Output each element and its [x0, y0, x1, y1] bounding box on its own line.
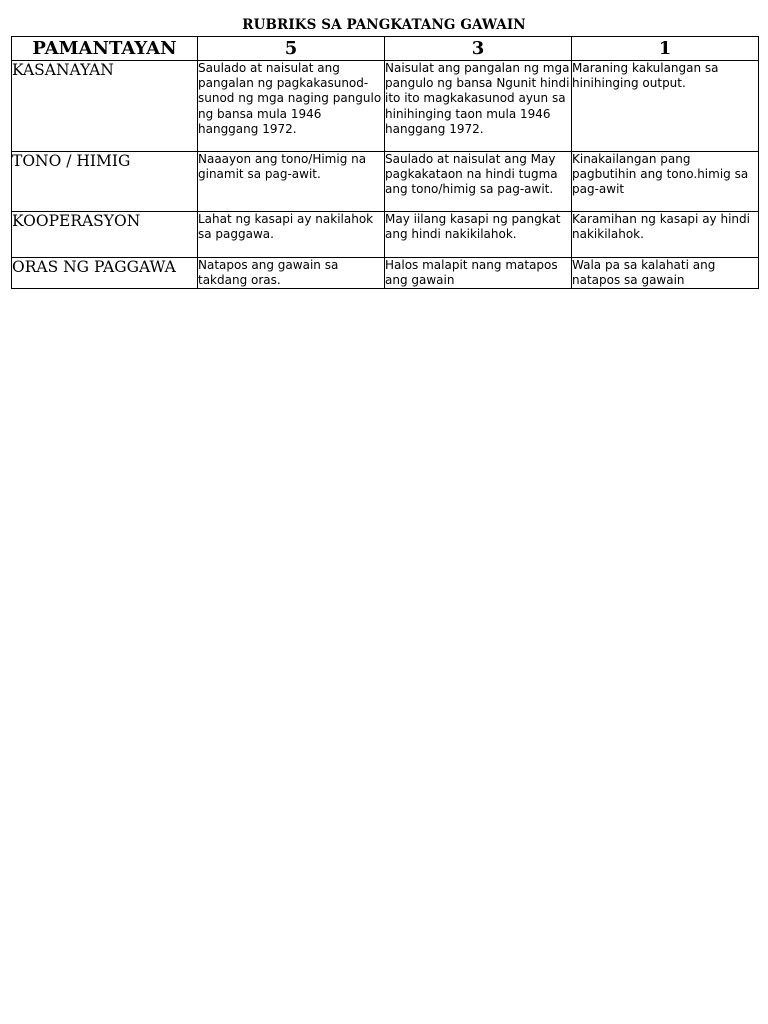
table-row: [12, 152, 759, 212]
rubric-table: [11, 36, 759, 289]
header-criteria: PAMANTAYAN: [12, 37, 198, 61]
header-row: [12, 37, 759, 61]
criterion-cell: KASANAYAN: [12, 61, 198, 152]
score-5-cell: Saulado at naisulat ang pangalan ng pagkakasunod-sunod ng mga naging pangulo ng bansa mula 1946 hanggang 1972.: [198, 61, 385, 152]
table-row: [12, 258, 759, 289]
score-3-cell: Saulado at naisulat ang May pagkakataon na hindi tugma ang tono/himig sa pag-awit.: [385, 152, 572, 212]
score-3-cell: Halos malapit nang matapos ang gawain: [385, 258, 572, 289]
criterion-cell: TONO / HIMIG: [12, 152, 198, 212]
score-3-cell: May iilang kasapi ng pangkat ang hindi nakikilahok.: [385, 212, 572, 258]
criterion-cell: ORAS NG PAGGAWA: [12, 258, 198, 289]
score-5-cell: Natapos ang gawain sa takdang oras.: [198, 258, 385, 289]
header-score-5: 5: [198, 37, 385, 61]
score-3-cell: Naisulat ang pangalan ng mga pangulo ng bansa Ngunit hindi ito ito magkakasunod ayun sa hinihinging taon mula 1946 hanggang 1972.: [385, 61, 572, 152]
header-score-3: 3: [385, 37, 572, 61]
table-row: [12, 212, 759, 258]
table-row: [12, 61, 759, 152]
header-score-1: 1: [572, 37, 759, 61]
score-1-cell: Kinakailangan pang pagbutihin ang tono.himig sa pag-awit: [572, 152, 759, 212]
document-title: RUBRIKS SA PANGKATANG GAWAIN: [242, 17, 526, 33]
score-1-cell: Maraning kakulangan sa hinihinging output.: [572, 61, 759, 152]
score-1-cell: Karamihan ng kasapi ay hindi nakikilahok.: [572, 212, 759, 258]
score-5-cell: Lahat ng kasapi ay nakilahok sa paggawa.: [198, 212, 385, 258]
criterion-cell: KOOPERASYON: [12, 212, 198, 258]
score-5-cell: Naaayon ang tono/Himig na ginamit sa pag-awit.: [198, 152, 385, 212]
score-1-cell: Wala pa sa kalahati ang natapos sa gawain: [572, 258, 759, 289]
